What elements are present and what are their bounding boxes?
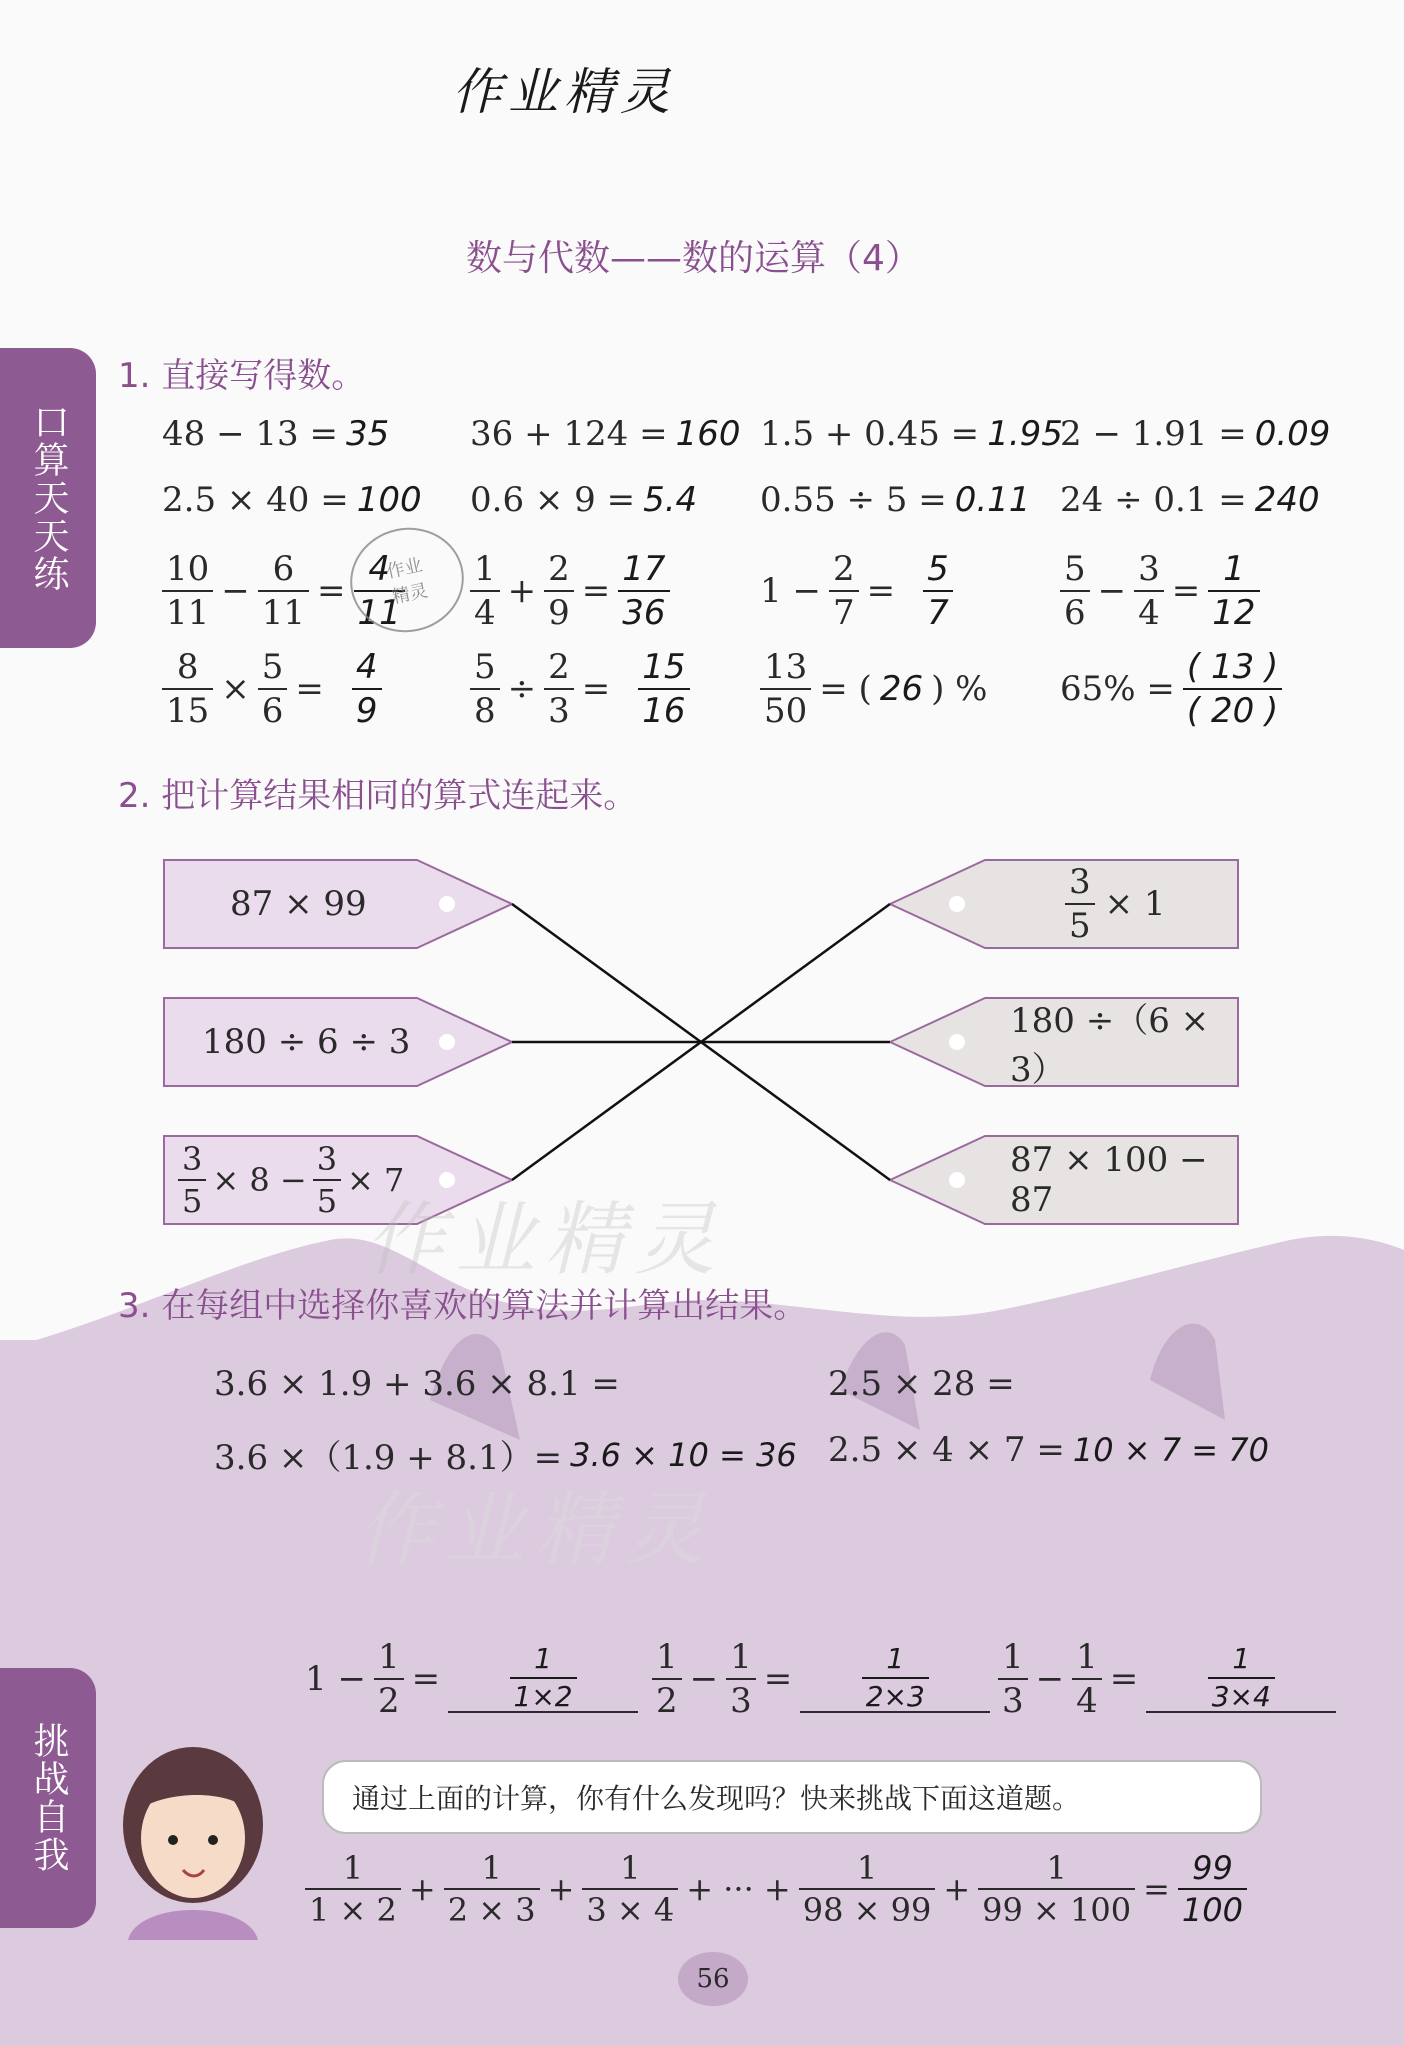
stamp: 作业 精灵 xyxy=(340,517,473,642)
page-number: 56 xyxy=(678,1952,748,2006)
q1-frac-b: $\frac{1}{4}$ + $\frac{2}{9}$ = $\frac{17}{36}$ xyxy=(470,552,670,630)
challenge-f1: 1 − $\frac{1}{2}$ = $\frac{1}{1\times 2}$ xyxy=(305,1640,638,1718)
q1-eq-r1c2: 36 + 124 = 160 xyxy=(470,414,741,454)
side-tab-oral: 口算天天练 xyxy=(0,348,96,648)
right-tag-2[interactable]: 180 ÷（6 × 3） xyxy=(885,996,1240,1088)
side-tab-challenge: 挑战自我 xyxy=(0,1668,96,1928)
watermark-1: 作业精灵 xyxy=(365,1193,725,1286)
q3-right-line1: 2.5 × 28 = xyxy=(828,1364,1015,1404)
right-tag-3[interactable]: 87 × 100 − 87 xyxy=(885,1134,1240,1226)
q1-eq-r2c4: 24 ÷ 0.1 = 240 xyxy=(1060,480,1320,520)
left-tag-1[interactable]: 87 × 99 xyxy=(162,858,517,950)
q1-frac-g: $\frac{13}{50}$ = ( 26 ) % xyxy=(760,650,987,728)
girl-character xyxy=(108,1730,278,1940)
q1-label: 1. 直接写得数。 xyxy=(118,356,366,396)
speech-bubble: 通过上面的计算，你有什么发现吗？快来挑战下面这道题。 xyxy=(322,1760,1262,1834)
q1-eq-r1c3: 1.5 + 0.45 = 1.95 xyxy=(760,414,1063,454)
q2-label: 2. 把计算结果相同的算式连起来。 xyxy=(118,776,638,816)
q1-frac-c: 1 − $\frac{2}{7}$ = $\frac{5}{7}$ xyxy=(760,552,953,630)
challenge-f2: $\frac{1}{2}$ − $\frac{1}{3}$ = $\frac{1}{2\times 3}$ xyxy=(652,1640,990,1718)
right-tag-1[interactable]: $\frac{3}{5}$ × 1 xyxy=(885,858,1240,950)
page-title: 数与代数——数的运算（4） xyxy=(466,238,921,279)
q3-left-line1: 3.6 × 1.9 + 3.6 × 8.1 = xyxy=(214,1364,620,1404)
q1-eq-r2c2: 0.6 × 9 = 5.4 xyxy=(470,480,698,520)
q1-eq-r2c3: 0.55 ÷ 5 = 0.11 xyxy=(760,480,1031,520)
series-equation: $\frac{1}{1 \times 2}$ + $\frac{1}{2 \times 3}$ + $\frac{1}{3 \times 4}$ + ··· + $\frac{1}{98 \times 99}$ + $\frac{1}{99 \times 100}$ = $\frac{99}{100}$ xyxy=(305,1852,1247,1926)
q1-eq-r1c4: 2 − 1.91 = 0.09 xyxy=(1060,414,1331,454)
line-frac xyxy=(512,904,890,1180)
q1-frac-e: $\frac{8}{15}$ × $\frac{5}{6}$ = $\frac{4}{9}$ xyxy=(162,650,382,728)
left-tag-2[interactable]: 180 ÷ 6 ÷ 3 xyxy=(162,996,517,1088)
q3-label: 3. 在每组中选择你喜欢的算法并计算出结果。 xyxy=(118,1286,808,1326)
challenge-f3: $\frac{1}{3}$ − $\frac{1}{4}$ = $\frac{1}{3\times 4}$ xyxy=(998,1640,1336,1718)
q1-frac-d: $\frac{5}{6}$ − $\frac{3}{4}$ = $\frac{1}{12}$ xyxy=(1060,552,1260,630)
handwritten-title: 作业精灵 xyxy=(452,63,676,121)
q1-eq-r2c1: 2.5 × 40 = 100 xyxy=(162,480,422,520)
q3-left-line2: 3.6 ×（1.9 + 8.1）= 3.6 × 10 = 36 xyxy=(214,1435,797,1478)
line-87x99 xyxy=(512,904,890,1180)
q1-frac-h: 65% = $\frac{( 13 )}{( 20 )}$ xyxy=(1060,650,1282,728)
q3-right-line2: 2.5 × 4 × 7 = 10 × 7 = 70 xyxy=(828,1430,1269,1470)
q1-frac-a: $\frac{10}{11}$ − $\frac{6}{11}$ = $\frac{4}{11}$ xyxy=(162,552,405,630)
watermark-2: 作业精灵 xyxy=(355,1483,715,1576)
left-tag-3[interactable]: $\frac{3}{5}$ × 8 − $\frac{3}{5}$ × 7 xyxy=(162,1134,517,1226)
q1-frac-f: $\frac{5}{8}$ ÷ $\frac{2}{3}$ = $\frac{15}{16}$ xyxy=(470,650,690,728)
q1-eq-r1c1: 48 − 13 = 35 xyxy=(162,414,390,454)
